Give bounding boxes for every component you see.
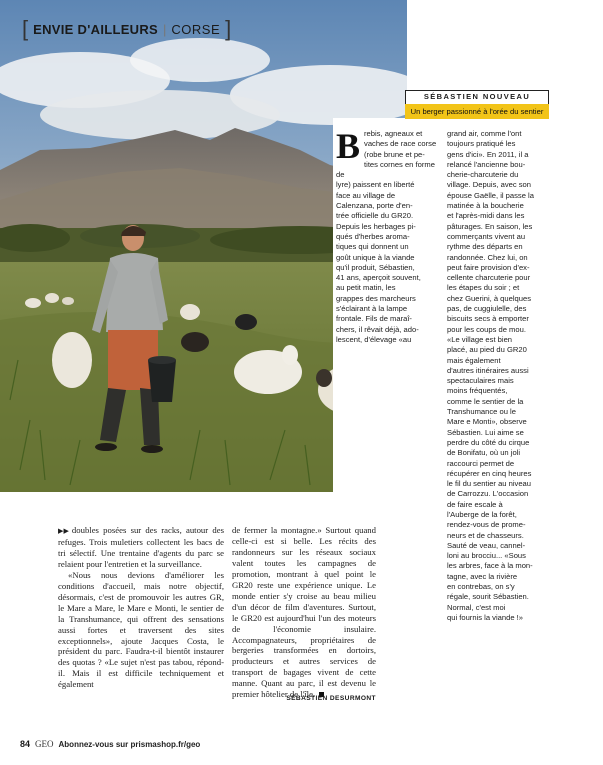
sidebar-line: trée officielle du GR20. — [336, 211, 414, 221]
sidebar-line: placé, au pied du GR20 — [447, 345, 527, 355]
sidebar-line: Mare e Monti», observe — [447, 417, 527, 427]
sidebar-line: Sauté de veau, cannel- — [447, 540, 526, 550]
sidebar-line: les arbres, face à la mon- — [447, 561, 533, 571]
section-separator: | — [163, 21, 167, 37]
sidebar-line: tiques qui donnent un — [336, 242, 409, 252]
subscribe-link[interactable]: Abonnez-vous sur prismashop.fr/geo — [58, 740, 201, 749]
sidebar-line: qués d'herbes aroma- — [336, 231, 410, 241]
sidebar-line: de faire escale à — [447, 499, 503, 509]
sidebar-line: le fil du sentier au niveau — [447, 479, 532, 489]
section-tag — [22, 18, 231, 40]
sidebar-line: au petit matin, les — [336, 283, 396, 293]
article-paragraph — [58, 525, 224, 570]
sidebar-line: rebis, agneaux et — [364, 129, 423, 138]
page-footer — [20, 739, 200, 753]
sidebar-name: SÉBASTIEN NOUVEAU — [423, 92, 531, 101]
article-paragraph — [232, 525, 376, 700]
sidebar-line: l'Auberge de la forêt, — [447, 509, 517, 519]
sidebar-column-2-text — [447, 129, 549, 623]
sidebar-line: gens d'ici». En 2011, il a — [447, 149, 529, 159]
sidebar-line: Transhumance ou le — [447, 407, 516, 417]
article-text: doubles posées sur des racks, autour des refuges. Trois muletiers collectent les bacs de tri sélectif. Une trentaine d'agents du parc se relaient pour l'entretien et la surveillance. — [58, 525, 224, 569]
sidebar-line: 41 ans, aperçoit souvent, — [336, 273, 421, 283]
sidebar-line: qu'il produit, Sébastien, — [336, 262, 415, 272]
sidebar-line: chez Guerini, à quelques — [447, 293, 532, 303]
sidebar-line: raccourci permet de — [447, 458, 515, 468]
bracket-right: ] — [225, 16, 232, 41]
sidebar-line: toujours pratiqué les — [447, 139, 516, 149]
sidebar-line: de Bonifatu, où un joli — [447, 448, 521, 458]
drop-cap: B — [336, 126, 361, 166]
sidebar-line: loni au brocciu... «Sous — [447, 551, 526, 561]
sidebar-line: lescent, d'élevage «au — [336, 334, 412, 344]
sidebar-line: en contrebas, on s'y — [447, 582, 515, 592]
sidebar-line: perdre du côté du cirque — [447, 437, 530, 447]
sidebar-line: biscuits secs à emporter — [447, 314, 529, 324]
article-column-a — [58, 525, 224, 690]
sidebar-line: tagne, avec la rivière — [447, 571, 518, 581]
sidebar-column-1 — [336, 126, 438, 345]
sidebar-line: face au village de — [336, 190, 396, 200]
sidebar-subtitle: Un berger passionné à l'orée du sentier — [405, 104, 549, 119]
sidebar-line: commerçants vivent au — [447, 231, 526, 241]
article-column-b — [232, 525, 376, 700]
sidebar-line: cherie-charcuterie du — [447, 170, 519, 180]
bracket-left: [ — [22, 16, 29, 41]
sidebar-line: cellente charcuterie pour — [447, 273, 531, 283]
sidebar-column-2 — [447, 129, 549, 623]
sidebar-line: les étapes du soir ; et — [447, 283, 520, 293]
sidebar-line: matinée à la boucherie — [447, 201, 524, 211]
sidebar-line: qui fournis la viande !» — [447, 612, 523, 622]
sidebar-line: frontale. Fils de maraî- — [336, 314, 412, 324]
sidebar-line: et l'après-midi dans les — [447, 211, 525, 221]
sidebar-line: d'autres itinéraires aussi — [447, 365, 529, 375]
sidebar-line: «Le village est bien — [447, 334, 513, 344]
sidebar-line: tites cornes en forme de — [336, 159, 435, 180]
sidebar-line: comme le sentier de la — [447, 396, 524, 406]
sidebar-line: pour les coups de mou. — [447, 324, 526, 334]
sidebar-line: moins fréquentés, — [447, 386, 508, 396]
sidebar-line: chers, il rêvait déjà, ado- — [336, 324, 419, 334]
sidebar-line: de Carrozzu. L'occasion — [447, 489, 529, 499]
sidebar-line: peut faire provision d'ex- — [447, 262, 530, 272]
sidebar-line: neurs et de chasseurs. — [447, 530, 524, 540]
sidebar-line: épouse Gaëlle, il passe la — [447, 190, 534, 200]
sidebar-line: Sébastien. Lui aime se — [447, 427, 524, 437]
sidebar-line: Depuis les herbages pi- — [336, 221, 416, 231]
sidebar-line: pas, de cuggiulelle, des — [447, 304, 527, 314]
section-region: CORSE — [171, 21, 221, 37]
section-title: ENVIE D'AILLEURS — [33, 21, 159, 37]
sidebar-line: (robe brune et pe- — [364, 149, 425, 159]
sidebar-line: vaches de race corse — [364, 139, 437, 149]
page-number: 84 — [20, 739, 31, 749]
sidebar-line: Calenzana, porte d'en- — [336, 201, 413, 211]
sidebar-line: randonnée. Chez lui, on — [447, 252, 528, 262]
continuation-arrow-icon: ▶▶ — [58, 527, 69, 535]
sidebar-line: village. Depuis, avec son — [447, 180, 531, 190]
byline: SÉBASTIEN DESURMONT — [286, 695, 376, 702]
sidebar-line: régale, sourit Sébastien. — [447, 592, 529, 602]
magazine-name: GEO — [35, 739, 54, 749]
sidebar-line: goût unique à la viande — [336, 252, 415, 262]
sidebar-line: grand air, comme l'ont — [447, 129, 522, 138]
sidebar-line: grappes des marcheurs — [336, 293, 416, 303]
article-paragraph: «Nous nous devions d'améliorer les conditions d'accueil, mais notre objectif, désormais, c'est de promouvoir les autres GR, le Mare a Mare, le Mare e Monti, le sentier de la Transhumance, qui offrent des sensations aussi fortes et traversent des sites exceptionnels», ajoute Jacques Costa, le président du parc. Faudra-t-il bientôt instaurer des quotas ? «Le sujet n'est pas tabou, répond-il. Mais il est difficile techniquement et également — [58, 569, 224, 690]
sidebar-line: s'éclairant à la lampe — [336, 304, 408, 314]
sidebar-line: rythme des départs en — [447, 242, 523, 252]
sidebar-line: mais également — [447, 355, 501, 365]
sidebar-line: Normal, c'est moi — [447, 602, 506, 612]
sidebar-line: spectaculaires mais — [447, 376, 514, 386]
sidebar-line: récupérer en cinq heures — [447, 468, 532, 478]
sidebar-line: rendez-vous de prome- — [447, 520, 526, 530]
sidebar-line: relancé l'ancienne bou- — [447, 159, 526, 169]
sidebar-line: pâturages. En saison, les — [447, 221, 533, 231]
article-text: de fermer la montagne.» Surtout quand celle-ci est si belle. Les récits des randonneurs sur les réseaux sociaux valent toutes les campagnes de promotion, montrant à quel point le GR20 reste une expérience unique. Le monde entier s'y croise au beau milieu d'un décor de film d'aventures. Surtout, le GR20 est aujourd'hui l'un des moteurs de l'économie insulaire. Accompagnateurs, propriétaires de bergeries transformées en dortoirs, producteurs et autres services de transport de bagages vivent de cette manne. Quant au parc, il est devenu le premier hôtelier de l'île. — [232, 525, 376, 700]
sidebar-line: lyre) paissent en liberté — [336, 180, 415, 190]
